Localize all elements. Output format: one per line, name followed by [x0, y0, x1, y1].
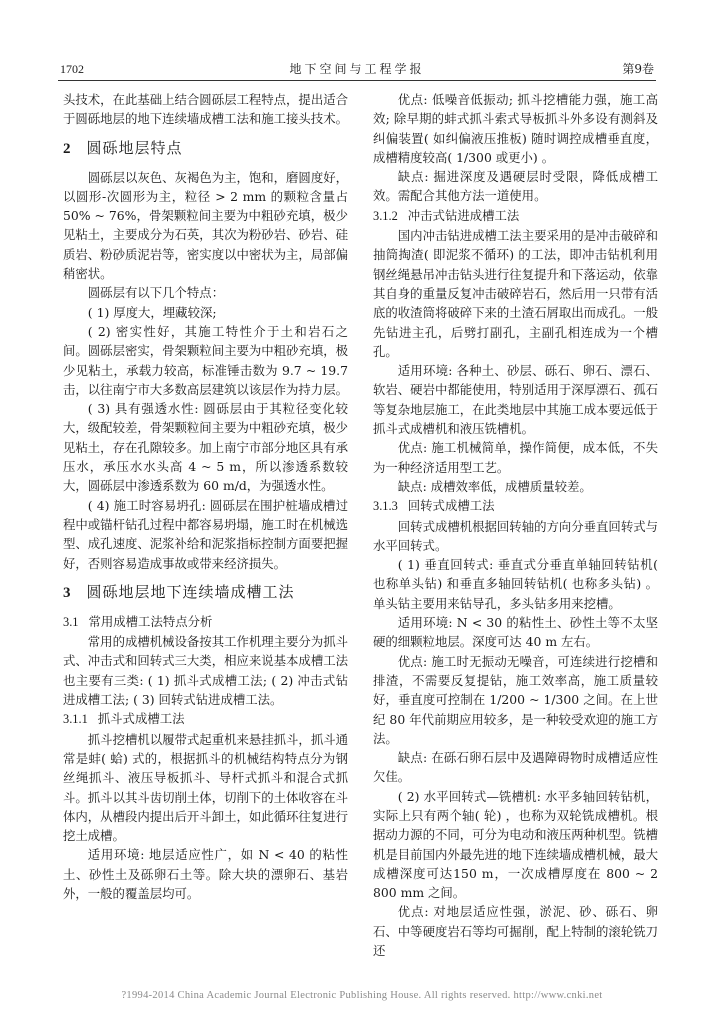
- subsection-number: 3.1.1: [63, 712, 88, 727]
- paragraph: 适用环境: 地层适应性广，如 N < 40 的粘性土、砂性土及砾卵石土等。除大块的漂卵石、基岩外，一般的覆盖层均可。: [63, 847, 348, 901]
- subsection-heading: [373, 206, 658, 226]
- paragraph: 头技术，在此基础上结合圆砾层工程特点，提出适合于圆砾地层的地下连续墙成槽工法和施工接头技术。: [63, 92, 348, 127]
- subsection-title: 抓斗式成槽工法: [97, 711, 185, 727]
- paragraph: 常用的成槽机械设备按其工作机理主要分为抓斗式、冲击式和回转式三大类，相应来说基本成槽工法也主要有三类: ( 1) 抓斗式成槽工法; ( 2) 冲击式钻进成槽工法; ( 3) 回转式钻进成槽工法。: [63, 634, 348, 708]
- paragraph: 缺点: 在砾石卵石层中及遇障碍物时成槽适应性欠佳。: [373, 750, 658, 785]
- section-title: 圆砾地层特点: [86, 138, 183, 157]
- page-number: 1702: [60, 62, 84, 76]
- copyright-footer: ?1994-2014 China Academic Journal Electronic Publishing House. All rights reserved. http://www.cnki.net: [121, 990, 603, 1001]
- subsection-heading: [63, 709, 348, 729]
- paragraph: ( 2) 密实性好，其施工特性介于土和岩石之间。圆砾层密实，骨架颗粒间主要为中粗砂充填，极少见粘土，承载力较高，标准锤击数为 9.7 ~ 19.7击，以往南宁市大多数高层建筑以该层作为持力层。: [63, 323, 348, 397]
- subsection-number: 3.1: [63, 614, 79, 629]
- subsection-number: 3.1.2: [373, 208, 398, 223]
- paragraph: 优点: 施工机械简单，操作简便，成本低，不失为一种经济适用型工艺。: [373, 440, 658, 475]
- paragraph: 抓斗挖槽机以履带式起重机来悬挂抓斗，抓斗通常是蚌( 蛤) 式的，根据抓斗的机械结构特点分为钢丝绳抓斗、液压导板抓斗、导杆式抓斗和混合式抓斗。抓斗以其斗齿切削土体，切削下的土体收容在斗体内，从槽段内提出后开斗卸土，如此循环往复进行挖土成槽。: [63, 731, 348, 844]
- subsection-number: 3.1.3: [373, 499, 398, 514]
- section-heading: [63, 582, 348, 603]
- section-number: 3: [63, 584, 71, 601]
- right-column: [373, 90, 658, 960]
- section-heading: [63, 138, 348, 159]
- paragraph: 缺点: 掘进深度及遇硬层时受限，降低成槽工效。需配合其他方法一道使用。: [373, 169, 658, 204]
- paragraph: 圆砾层有以下几个特点：: [87, 285, 225, 301]
- running-header: [58, 60, 656, 81]
- paragraph: 适用环境: 各种土、砂层、砾石、卵石、漂石、软岩、硬岩中都能使用，特别适用于深厚漂石、孤石等复杂地层施工，在此类地层中其施工成本要远低于抓斗式成槽机和液压铣槽机。: [373, 363, 658, 437]
- subsection-title: 回转式成槽工法: [407, 498, 495, 514]
- paragraph: 优点: 施工时无振动无噪音，可连续进行挖槽和排渣，不需要反复提钻，施工效率高，施工质量较好，垂直度可控制在 1/200 ~ 1/300 之间。在上世纪 80 年代前期应用较多，是一种较受欢迎的施工方法。: [373, 653, 658, 746]
- paragraph: 优点: 对地层适应性强，淤泥、砂、砾石、卵石、中等硬度岩石等均可掘削，配上特制的滚轮铣刀还: [373, 904, 658, 959]
- paragraph: ( 3) 具有强透水性: 圆砾层由于其粒径变化较大，级配较差，骨架颗粒间主要为中粗砂充填，极少见粘土，存在孔隙较多。加上南宁市部分地区具有承压水，承压水水头高 4 ~ 5 m，所以渗透系数较大，圆砾层中渗透系数为 60 m/d，为强透水性。: [63, 401, 348, 494]
- paragraph: ( 1) 厚度大，埋藏较深;: [87, 304, 217, 320]
- section-number: 2: [63, 140, 71, 157]
- left-column: [63, 90, 348, 903]
- paragraph: ( 2) 水平回转式—铣槽机: 水平多轴回转钻机，实际上只有两个轴( 轮) ，也称为双轮铣成槽机。根据动力源的不同，可分为电动和液压两种机型。铣槽机是目前国内外最先进的地下连续墙成槽机械，最大成槽深度可达150 m，一次成槽厚度在 800 ~ 2 800 mm 之间。: [373, 788, 658, 901]
- subsection-heading: [63, 612, 348, 632]
- paragraph: ( 1) 垂直回转式: 垂直式分垂直单轴回转钻机( 也称单头钻) 和垂直多轴回转钻机( 也称多头钻) 。单头钻主要用来钻导孔，多头钻多用来挖槽。: [373, 557, 658, 611]
- subsection-title: 常用成槽工法特点分析: [88, 613, 213, 629]
- subsection-title: 冲击式钻进成槽工法: [407, 207, 520, 223]
- paragraph: 回转式成槽机根据回转轴的方向分垂直回转式与水平回转式。: [373, 518, 658, 553]
- journal-title: 地下空间与工程学报: [289, 62, 425, 76]
- paragraph: 优点: 低噪音低振动; 抓斗挖槽能力强，施工高效; 除早期的蚌式抓斗索式导板抓斗外多设有测斜及纠偏装置( 如纠偏液压推板) 随时调控成槽垂直度，成槽精度较高( 1/300 或更小) 。: [373, 92, 658, 165]
- paragraph: 圆砾层以灰色、灰褐色为主，饱和，磨圆度好，以圆形-次圆形为主，粒径 > 2 mm 的颗粒含量占 50% ~ 76%，骨架颗粒间主要为中粗砂充填，极少见粘土，主要成分为石英，其次为粉砂岩、砂岩、硅质岩、粉砂质泥岩等，密实度以中密状为主，局部偏稍密状。: [63, 169, 348, 282]
- paragraph: 缺点: 成槽效率低，成槽质量较差。: [397, 478, 592, 494]
- volume-label: 第9卷: [622, 62, 654, 76]
- paragraph: 国内冲击钻进成槽工法主要采用的是冲击破碎和抽筒掏渣( 即泥浆不循环) 的工法，即冲击钻机利用钢丝绳悬吊冲击钻头进行往复提升和下落运动，依靠其自身的重量反复冲击破碎岩石，然后用一只带有活底的收渣筒将破碎下来的土渣石屑取出而成孔。一般先钻进主孔，后劈打副孔，主副孔相连成为一个槽孔。: [373, 228, 658, 359]
- paragraph: ( 4) 施工时容易坍孔: 圆砾层在围护桩墙成槽过程中或锚杆钻孔过程中都容易坍塌，施工时在机械选型、成孔速度、泥浆补给和泥浆指标控制方面要把握好，否则容易造成事故或带来经济损失。: [63, 497, 348, 571]
- subsection-heading: [373, 496, 658, 516]
- section-title: 圆砾地层地下连续墙成槽工法: [86, 582, 295, 601]
- paragraph: 适用环境: N < 30 的粘性土、砂性土等不太坚硬的细颗粒地层。深度可达 40 m 左右。: [373, 615, 658, 650]
